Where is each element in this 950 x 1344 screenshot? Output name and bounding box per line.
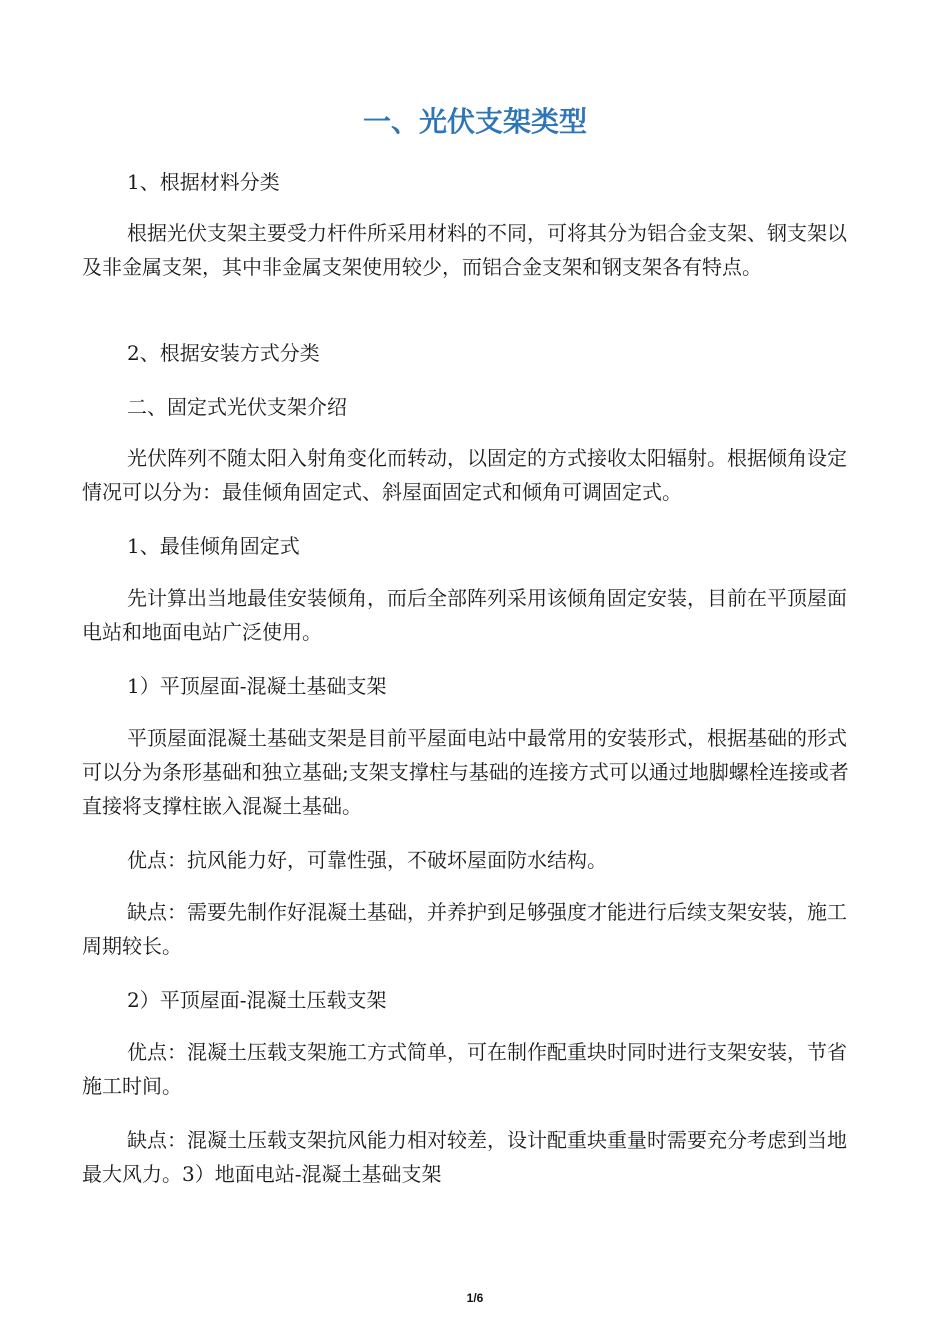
paragraph-disadvantages-2: 缺点：混凝土压载支架抗风能力相对较差，设计配重块重量时需要充分考虑到当地最大风力。3）地面电站-混凝土基础支架 [82,1128,847,1186]
paragraph-advantages-2: 优点：混凝土压载支架施工方式简单，可在制作配重块时同时进行支架安装，节省施工时间。 [82,1040,847,1098]
page-title: 一、光伏支架类型 [362,105,587,138]
paragraph-material-classification: 根据光伏支架主要受力杆件所采用材料的不同，可将其分为铝合金支架、钢支架以及非金属支架，其中非金属支架使用较少，而铝合金支架和钢支架各有特点。 [82,221,847,279]
heading-optimal-tilt: 1、最佳倾角固定式 [127,534,300,558]
heading-installation-classification: 2、根据安装方式分类 [127,341,320,365]
paragraph-disadvantages-1: 缺点：需要先制作好混凝土基础，并养护到足够强度才能进行后续支架安装，施工周期较长。 [82,900,847,958]
paragraph-fixed-bracket-intro: 光伏阵列不随太阳入射角变化而转动，以固定的方式接收太阳辐射。根据倾角设定情况可以分为：最佳倾角固定式、斜屋面固定式和倾角可调固定式。 [82,446,847,504]
heading-flat-roof-concrete-ballast: 2）平顶屋面-混凝土压载支架 [127,988,387,1012]
paragraph-advantages-1: 优点：抗风能力好，可靠性强，不破坏屋面防水结构。 [127,848,607,872]
heading-flat-roof-concrete-foundation: 1）平顶屋面-混凝土基础支架 [127,674,387,698]
paragraph-optimal-tilt: 先计算出当地最佳安装倾角，而后全部阵列采用该倾角固定安装，目前在平顶屋面电站和地面电站广泛使用。 [82,586,847,644]
heading-fixed-bracket-intro: 二、固定式光伏支架介绍 [127,395,347,419]
page-number: 1/6 [466,1291,484,1305]
paragraph-flat-roof-concrete-foundation: 平顶屋面混凝土基础支架是目前平屋面电站中最常用的安装形式，根据基础的形式可以分为条形基础和独立基础;支架支撑柱与基础的连接方式可以通过地脚螺栓连接或者直接将支撑柱嵌入混凝土基础。 [82,726,849,818]
heading-material-classification: 1、根据材料分类 [127,170,280,194]
